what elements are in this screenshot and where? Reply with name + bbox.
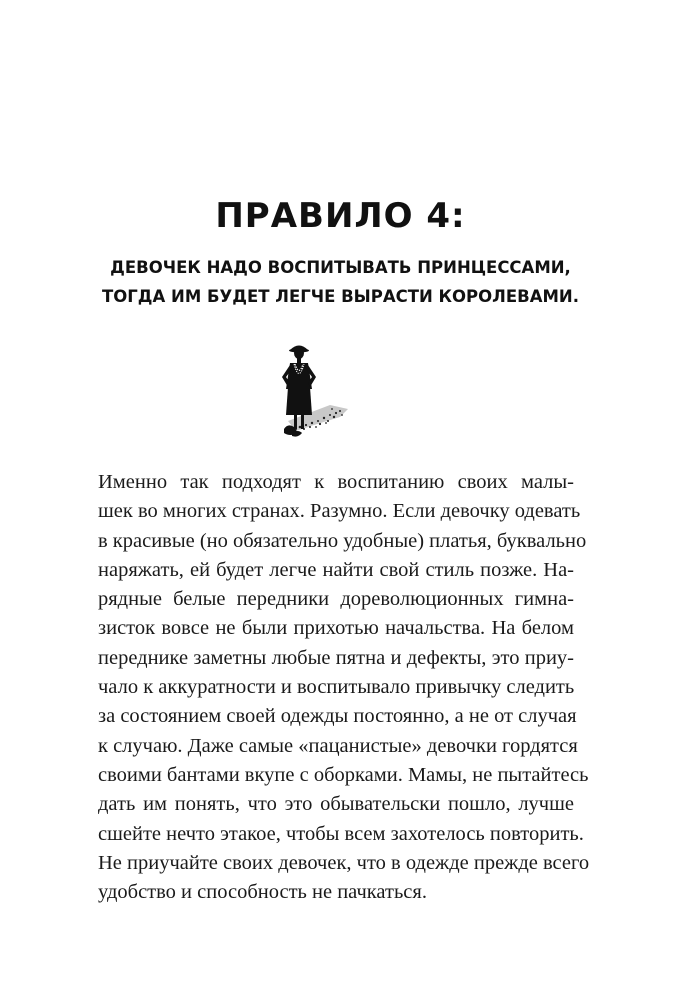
body-paragraph [98, 468, 590, 907]
body-line: переднике заметны любые пятна и дефекты, это приу- [98, 646, 574, 669]
rule-subtitle-line-1: ДЕВОЧЕК НАДО ВОСПИТЫВАТЬ ПРИНЦЕССАМИ, [110, 258, 571, 277]
rule-title: ПРАВИЛО 4: [215, 196, 466, 236]
body-line: за состоянием своей одежды постоянно, а не от случая [98, 705, 577, 728]
body-line: к случаю. Даже самые «пацанистые» девочки гордятся [98, 734, 578, 757]
woman-in-dress-silhouette-icon [270, 343, 360, 443]
body-line: удобство и способность не пачкаться. [98, 881, 427, 904]
body-line: Именно так подходят к воспитанию своих малы- [98, 471, 574, 493]
rule-subtitle [0, 253, 681, 311]
body-line: наряжать, ей будет легче найти свой стиль позже. На- [98, 558, 574, 581]
body-line: чало к аккуратности и воспитывало привычку следить [98, 676, 575, 699]
body-line: Не приучайте своих девочек, что в одежде прежде всего [98, 851, 590, 874]
body-line: дать им понять, что это обывательски пошло, лучше [98, 793, 574, 816]
body-line: рядные белые передники дореволюционных гимна- [98, 588, 574, 611]
body-line: сшейте нечто этакое, чтобы всем захотелось повторить. [98, 822, 584, 845]
rule-subtitle-line-2: ТОГДА ИМ БУДЕТ ЛЕГЧЕ ВЫРАСТИ КОРОЛЕВАМИ. [102, 287, 579, 306]
body-line: своими бантами вкупе с оборками. Мамы, не пытайтесь [98, 763, 589, 786]
body-line: зисток вовсе не были прихотью начальства. На белом [98, 617, 574, 640]
body-line: в красивые (но обязательно удобные) платья, буквально [98, 529, 587, 552]
body-line: шек во многих странах. Разумно. Если девочку одевать [98, 500, 581, 523]
